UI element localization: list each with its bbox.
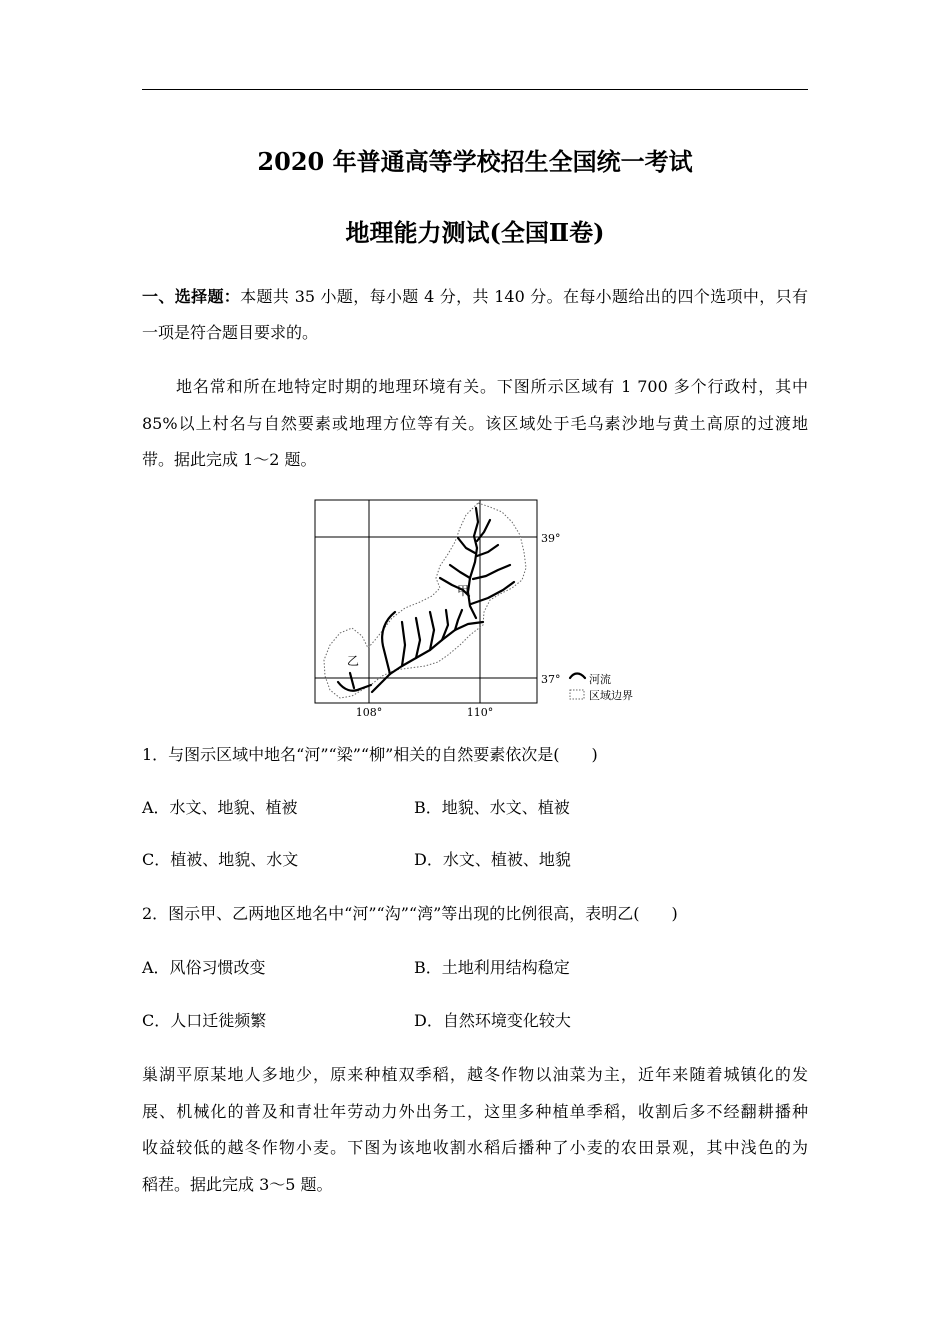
map-frame	[315, 500, 537, 703]
passage-1-line: 带。据此完成 1～2 题。	[142, 450, 317, 470]
legend-river-icon	[570, 674, 585, 679]
question-1-option-d: D．水文、植被、地貌	[414, 850, 571, 869]
river-line	[382, 612, 395, 674]
passage-2-line: 稻茬。据此完成 3～5 题。	[142, 1174, 333, 1194]
section-line-1	[142, 279, 808, 315]
question-2-option-d: D．自然环境变化较大	[414, 1011, 571, 1030]
river-line	[471, 582, 514, 604]
passage-2-line: 收益较低的越冬作物小麦。下图为该地收割水稻后播种了小麦的农田景观，其中浅色的为	[142, 1138, 808, 1158]
map-label-jia: 甲	[456, 584, 470, 598]
question-2-option-b: B．土地利用结构稳定	[414, 958, 570, 977]
latitude-label-37: 37°	[541, 673, 561, 686]
longitude-label-110: 110°	[466, 706, 494, 719]
map-label-yi: 乙	[346, 654, 360, 668]
region-boundary	[324, 503, 526, 698]
passage-2-line: 展、机械化的普及和青壮年劳动力外出务工，这里多种植单季稻，收割后多不经翻耕播种	[142, 1101, 808, 1121]
legend-boundary-label: 区域边界	[589, 689, 633, 702]
question-1-option-b: B．地貌、水文、植被	[414, 798, 570, 817]
river-line	[350, 673, 354, 688]
river-line	[450, 565, 470, 578]
passage-1	[142, 369, 808, 479]
section-instructions	[142, 279, 808, 351]
river-line	[473, 565, 510, 579]
question-2-option-c: C．人口迁徙频繁	[142, 1011, 267, 1030]
river-line	[372, 622, 483, 692]
passage-1-line: 地名常和所在地特定时期的地理环境有关。下图所示区域有 1 700 多个行政村，其中	[176, 377, 808, 396]
river-line	[416, 618, 420, 658]
question-2-stem: 2．图示甲、乙两地区地名中“河”“沟”“湾”等出现的比例很高，表明乙( )	[142, 904, 678, 923]
latitude-label-39: 39°	[541, 532, 561, 545]
section-line-1-text: 本题共 35 小题，每小题 4 分，共 140 分。在每小题给出的四个选项中，只有	[240, 287, 808, 306]
exam-title: 2020 年普通高等学校招生全国统一考试	[257, 147, 693, 176]
exam-subtitle: 地理能力测试(全国Ⅱ卷)	[345, 218, 605, 247]
passage-2	[142, 1057, 808, 1203]
passage-1-line: 85%以上村名与自然要素或地理方位等有关。该区域处于毛乌素沙地与黄土高原的过渡地	[142, 413, 808, 433]
river-line	[402, 622, 405, 666]
legend-river-label: 河流	[589, 673, 611, 686]
region-map-figure	[300, 490, 650, 722]
river-line	[458, 538, 475, 553]
question-1-option-a: A．水文、地貌、植被	[142, 798, 298, 817]
question-2-option-a: A．风俗习惯改变	[142, 958, 266, 977]
section-line-2: 一项是符合题目要求的。	[142, 323, 319, 342]
header-rule	[142, 89, 808, 90]
river-line	[477, 520, 490, 541]
question-1-stem: 1．与图示区域中地名“河”“梁”“柳”相关的自然要素依次是( )	[142, 745, 598, 764]
legend-boundary-icon	[570, 690, 584, 699]
river-line	[430, 612, 434, 650]
passage-2-line: 巢湖平原某地人多地少，原来种植双季稻，越冬作物以油菜为主，近年来随着城镇化的发	[142, 1065, 808, 1084]
longitude-label-108: 108°	[355, 706, 383, 719]
question-1-option-c: C．植被、地貌、水文	[142, 850, 299, 869]
river-network	[338, 508, 514, 692]
section-heading: 一、选择题：	[142, 287, 241, 306]
